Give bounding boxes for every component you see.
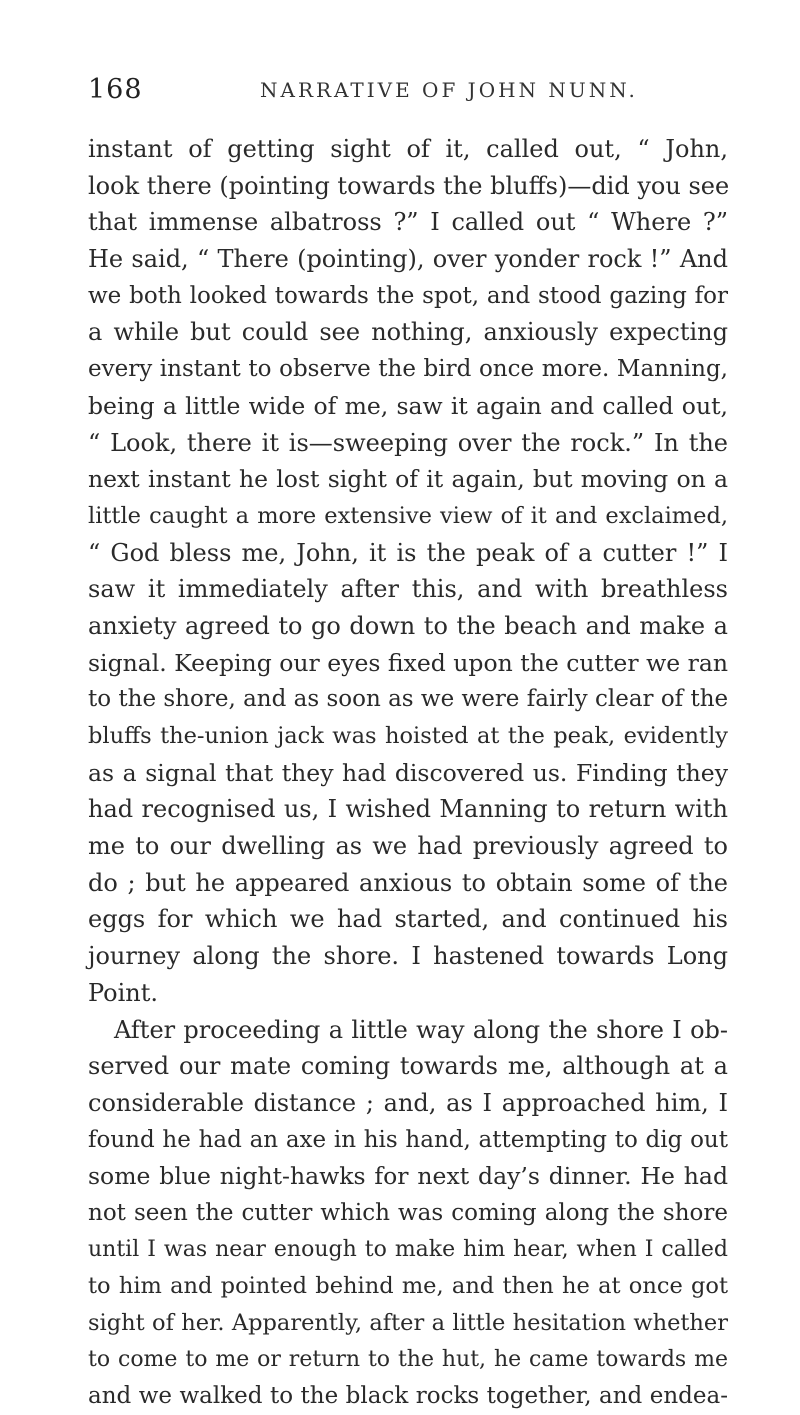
text-line: considerable distance ; and, as I approached him, I bbox=[88, 1088, 728, 1117]
text-line: we both looked towards the spot, and stood gazing for bbox=[88, 282, 728, 309]
paragraph-end-line: Point. bbox=[88, 978, 159, 1007]
text-line: a while but could see nothing, anxiously expecting bbox=[88, 318, 728, 347]
text-line: had recognised us, I wished Manning to return with bbox=[88, 795, 728, 824]
page-number: 168 bbox=[88, 74, 143, 105]
text-line: next instant he lost sight of it again, but moving on a bbox=[88, 465, 728, 494]
text-line: found he had an axe in his hand, attempting to dig out bbox=[88, 1126, 728, 1153]
text-line: do ; but he appeared anxious to obtain some of the bbox=[88, 868, 728, 897]
paragraph-start-line: After proceeding a little way along the shore I ob- bbox=[114, 1015, 728, 1044]
text-line: little caught a more extensive view of it and exclaimed, bbox=[88, 502, 728, 529]
text-line: journey along the shore. I hastened towards Long bbox=[88, 942, 728, 971]
running-head bbox=[88, 70, 728, 114]
text-line: sight of her. Apparently, after a little hesitation whether bbox=[88, 1310, 728, 1336]
text-line: that immense albatross ?” I called out “ Where ?” bbox=[88, 208, 728, 237]
text-line: bluffs the-union jack was hoisted at the peak, evidently bbox=[88, 723, 728, 749]
body-text bbox=[88, 131, 728, 1415]
text-line: to him and pointed behind me, and then he at once got bbox=[88, 1273, 728, 1300]
text-line: “ Look, there it is—sweeping over the rock.” In the bbox=[88, 428, 728, 457]
text-line: to come to me or return to the hut, he came towards me bbox=[88, 1346, 728, 1372]
text-line: and we walked to the black rocks together, and endea- bbox=[88, 1383, 728, 1410]
text-line: “ God bless me, John, it is the peak of a cutter !” I bbox=[88, 538, 728, 567]
text-line: every instant to observe the bird once more. Manning, bbox=[88, 356, 728, 383]
text-line: not seen the cutter which was coming along the shore bbox=[88, 1199, 728, 1226]
text-line: me to our dwelling as we had previously agreed to bbox=[88, 832, 728, 861]
text-line: signal. Keeping our eyes fixed upon the cutter we ran bbox=[88, 648, 728, 677]
text-line: look there (pointing towards the bluffs)—did you see bbox=[88, 171, 730, 200]
text-line: as a signal that they had discovered us. Finding they bbox=[88, 758, 728, 787]
text-line: saw it immediately after this, and with breathless bbox=[88, 575, 728, 604]
text-line: to the shore, and as soon as we were fairly clear of the bbox=[88, 686, 729, 713]
text-line: served our mate coming towards me, although at a bbox=[88, 1052, 728, 1081]
text-line: until I was near enough to make him hear, when I called bbox=[88, 1236, 728, 1262]
running-head-title: NARRATIVE OF JOHN NUNN. bbox=[260, 78, 638, 102]
text-line: eggs for which we had started, and continued his bbox=[88, 905, 728, 934]
text-line: anxiety agreed to go down to the beach and make a bbox=[88, 611, 728, 640]
text-line: instant of getting sight of it, called out, “ John, bbox=[88, 135, 728, 163]
text-line: being a little wide of me, saw it again and called out, bbox=[88, 391, 728, 420]
text-line: He said, “ There (pointing), over yonder rock !” And bbox=[88, 245, 728, 274]
text-line: some blue night-hawks for next day’s dinner. He had bbox=[88, 1162, 728, 1191]
